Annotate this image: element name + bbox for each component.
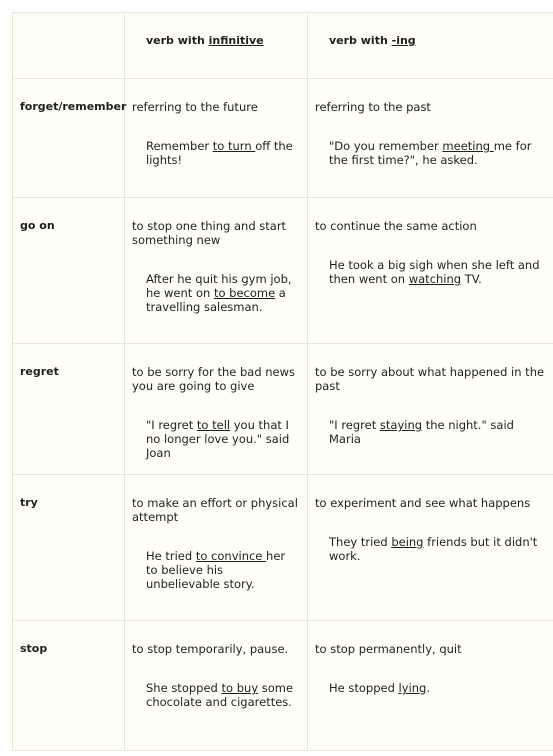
verb-cell	[13, 79, 125, 198]
verb-label: stop	[20, 642, 48, 655]
infinitive-cell	[125, 198, 308, 344]
infinitive-example	[146, 418, 300, 460]
infinitive-cell	[125, 621, 308, 751]
verb-pattern-table	[12, 12, 553, 751]
infinitive-example	[146, 272, 300, 314]
example-text: off the lights!	[146, 139, 293, 167]
table-row	[13, 79, 553, 198]
ing-cell	[308, 79, 553, 198]
ing-example	[329, 681, 553, 695]
header-ing-cell	[308, 13, 553, 79]
example-underlined: to tell	[196, 418, 231, 432]
example-text: "I regret	[329, 418, 380, 432]
example-text: TV.	[461, 272, 482, 286]
example-text: He took a big sigh when she left and then went on	[329, 258, 540, 286]
verb-label: forget/remember	[20, 100, 127, 113]
example-text: He stopped	[329, 681, 399, 695]
ing-cell	[308, 198, 553, 344]
example-text: After he quit his gym job, he went on	[146, 272, 292, 300]
example-text: a travelling salesman.	[146, 286, 286, 314]
example-underlined: to buy	[221, 681, 259, 695]
example-text: some chocolate and cigarettes.	[146, 681, 294, 709]
ing-cell	[308, 475, 553, 621]
header-infinitive-prefix: verb with	[146, 34, 209, 47]
example-text: "I regret	[146, 418, 197, 432]
ing-cell	[308, 344, 553, 475]
example-text: you that I no longer love you." said Joan	[146, 418, 290, 460]
infinitive-definition: to stop one thing and start something new	[132, 219, 287, 247]
verb-cell	[13, 475, 125, 621]
verb-cell	[13, 198, 125, 344]
example-underlined: lying	[398, 681, 427, 695]
infinitive-cell	[125, 475, 308, 621]
table-row	[13, 621, 553, 751]
ing-example	[329, 258, 553, 286]
example-text: They tried	[329, 535, 392, 549]
infinitive-cell	[125, 79, 308, 198]
header-infinitive-word: infinitive	[208, 34, 264, 47]
example-text: the night." said Maria	[329, 418, 514, 446]
header-ing-word: -ing	[391, 34, 416, 47]
header-row	[13, 13, 553, 79]
example-underlined: meeting	[442, 139, 494, 153]
infinitive-definition: referring to the future	[132, 100, 258, 114]
example-underlined: watching	[408, 272, 462, 286]
header-infinitive-cell	[125, 13, 308, 79]
infinitive-example	[146, 681, 300, 709]
verb-label: regret	[20, 365, 59, 378]
example-text: her to believe his unbelievable story.	[146, 549, 286, 591]
verb-label: try	[20, 496, 38, 509]
ing-definition: referring to the past	[315, 100, 431, 114]
ing-example	[329, 535, 553, 563]
example-underlined: to convince	[195, 549, 267, 563]
ing-definition: to continue the same action	[315, 219, 477, 233]
example-text: Remember	[146, 139, 213, 153]
verb-cell	[13, 621, 125, 751]
example-text: me for the first time?", he asked.	[329, 139, 532, 167]
example-underlined: to become	[213, 286, 276, 300]
table-row	[13, 475, 553, 621]
example-text: friends but it didn't work.	[329, 535, 538, 563]
infinitive-example	[146, 139, 300, 167]
ing-definition: to be sorry about what happened in the past	[315, 365, 545, 393]
example-text: He tried	[146, 549, 196, 563]
ing-definition: to stop permanently, quit	[315, 642, 462, 656]
example-underlined: to turn	[212, 139, 256, 153]
infinitive-definition: to be sorry for the bad news you are going to give	[132, 365, 296, 393]
ing-example	[329, 418, 553, 446]
example-text: .	[426, 681, 430, 695]
infinitive-cell	[125, 344, 308, 475]
example-text: "Do you remember	[329, 139, 443, 153]
ing-cell	[308, 621, 553, 751]
header-empty-cell	[13, 13, 125, 79]
table-row	[13, 198, 553, 344]
example-text: She stopped	[146, 681, 222, 695]
example-underlined: staying	[379, 418, 423, 432]
table-row	[13, 344, 553, 475]
infinitive-definition: to make an effort or physical attempt	[132, 496, 298, 524]
verb-cell	[13, 344, 125, 475]
infinitive-definition: to stop temporarily, pause.	[132, 642, 289, 656]
ing-definition: to experiment and see what happens	[315, 496, 531, 510]
example-underlined: being	[391, 535, 424, 549]
verb-label: go on	[20, 219, 55, 232]
infinitive-example	[146, 549, 300, 591]
ing-example	[329, 139, 553, 167]
header-ing-prefix: verb with	[329, 34, 392, 47]
